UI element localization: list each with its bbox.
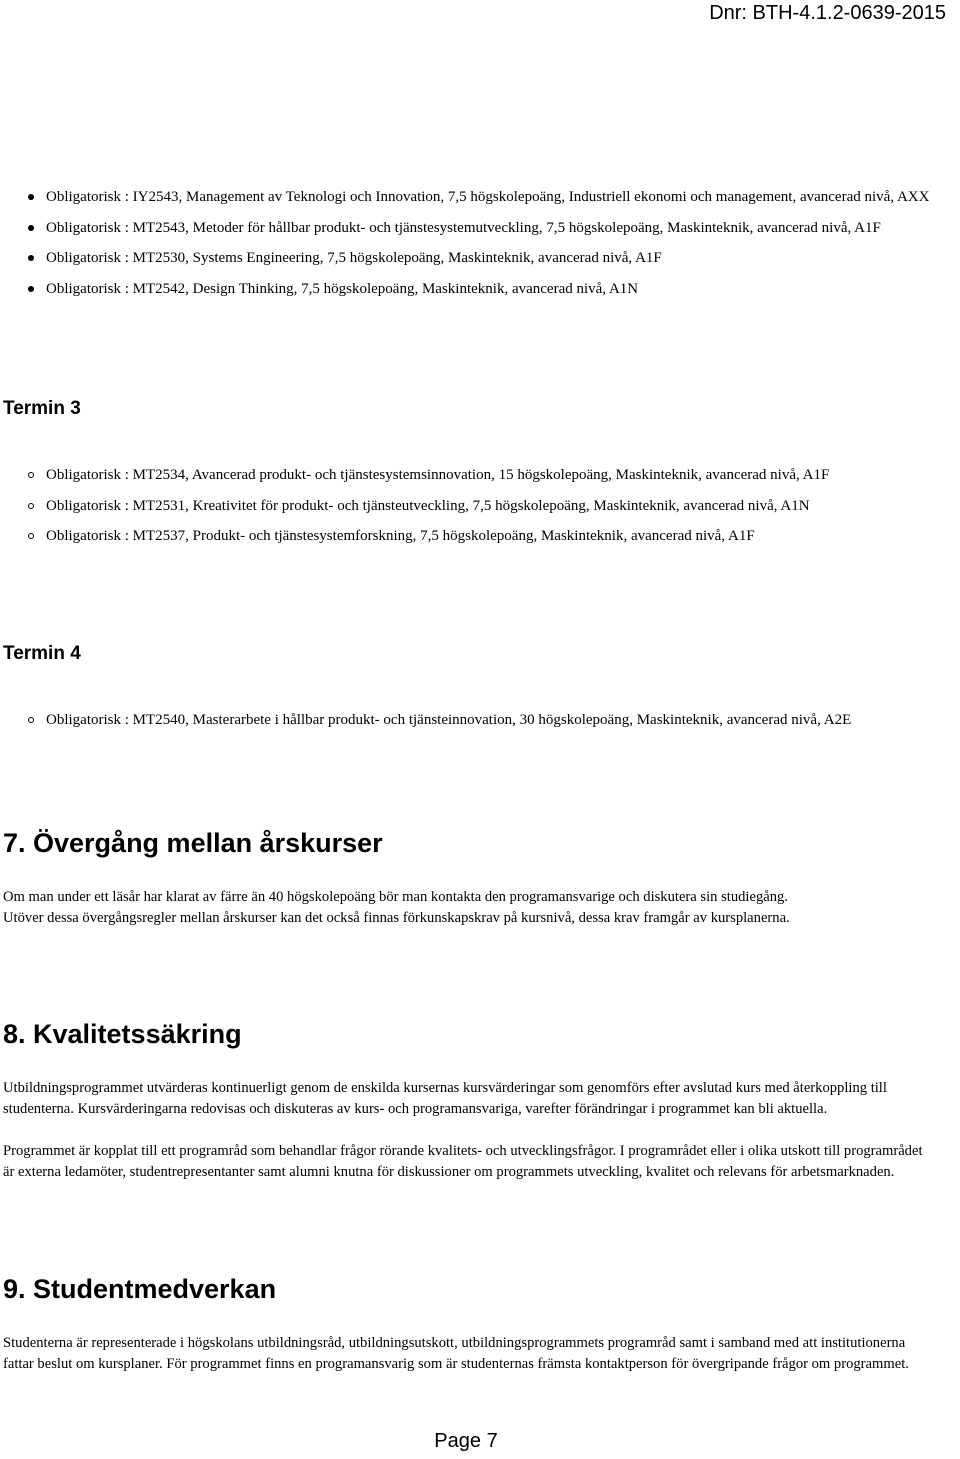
paragraph: Utbildningsprogrammet utvärderas kontinuerligt genom de enskilda kursernas kursvärderingar som genomförs efter avslutad kurs med återkoppling till studenterna. Kursvärderingarna redovisas och diskuteras av kurs- och programansvariga, varefter förändringar i programmet kan bli aktuella. [3, 1080, 887, 1117]
section-8-body [3, 1078, 923, 1183]
list-item: Obligatorisk : MT2531, Kreativitet för produkt- och tjänsteutveckling, 7,5 högskolepoäng, Maskinteknik, avancerad nivå, A1N [28, 495, 940, 518]
list-item: Obligatorisk : MT2542, Design Thinking, 7,5 högskolepoäng, Maskinteknik, avancerad nivå, A1N [28, 278, 940, 301]
term4-course-list [28, 709, 940, 740]
list-item: Obligatorisk : MT2540, Masterarbete i hållbar produkt- och tjänsteinnovation, 30 högskolepoäng, Maskinteknik, avancerad nivå, A2E [28, 709, 940, 732]
document-number: Dnr: BTH-4.1.2-0639-2015 [709, 2, 946, 24]
bullet-icon [28, 225, 34, 231]
section-9-title: 9. Studentmedverkan [3, 1274, 277, 1304]
bullet-icon [28, 717, 34, 723]
bullet-icon [28, 255, 34, 261]
paragraph: Programmet är kopplat till ett programråd som behandlar frågor rörande kvalitets- och utvecklingsfrågor. I programrådet eller i olika utskott till programrådet är externa ledamöter, studentrepresentanter samt alumni knutna för diskussioner om programmets utveckling, kvalitet och relevans för arbetsmarknaden. [3, 1143, 923, 1180]
bullet-icon [28, 286, 34, 292]
bullet-icon [28, 472, 34, 478]
bullet-icon [28, 503, 34, 509]
section-7-body [3, 887, 923, 929]
paragraph: Om man under ett läsår har klarat av färre än 40 högskolepoäng bör man kontakta den programansvarige och diskutera sin studiegång. [3, 889, 788, 905]
page-number: Page 7 [434, 1430, 498, 1452]
paragraph: Studenterna är representerade i högskolans utbildningsråd, utbildningsutskott, utbildningsprogrammets programråd samt i samband med att institutionerna fattar beslut om kursplaner. För programmet finns en programansvarig som är studenternas främsta kontaktperson för övergripande frågor om programmet. [3, 1335, 909, 1372]
list-item: Obligatorisk : MT2530, Systems Engineering, 7,5 högskolepoäng, Maskinteknik, avancerad nivå, A1F [28, 247, 940, 270]
section-8-title: 8. Kvalitetssäkring [3, 1019, 242, 1049]
term2-course-list [28, 186, 940, 308]
list-item: Obligatorisk : MT2543, Metoder för hållbar produkt- och tjänstesystemutveckling, 7,5 högskolepoäng, Maskinteknik, avancerad nivå, A1F [28, 217, 940, 240]
bullet-icon [28, 194, 34, 200]
bullet-icon [28, 533, 34, 539]
list-item: Obligatorisk : MT2537, Produkt- och tjänstesystemforskning, 7,5 högskolepoäng, Maskinteknik, avancerad nivå, A1F [28, 525, 940, 548]
paragraph: Utöver dessa övergångsregler mellan årskurser kan det också finnas förkunskapskrav på kursnivå, dessa krav framgår av kursplanerna. [3, 910, 790, 926]
list-item: Obligatorisk : IY2543, Management av Teknologi och Innovation, 7,5 högskolepoäng, Industriell ekonomi och management, avancerad nivå, AXX [28, 186, 940, 209]
term3-course-list [28, 464, 940, 556]
list-item: Obligatorisk : MT2534, Avancerad produkt- och tjänstesystemsinnovation, 15 högskolepoäng, Maskinteknik, avancerad nivå, A1F [28, 464, 940, 487]
section-7-title: 7. Övergång mellan årskurser [3, 828, 383, 858]
term4-heading: Termin 4 [3, 643, 81, 664]
term3-heading: Termin 3 [3, 398, 81, 419]
section-9-body [3, 1333, 923, 1375]
